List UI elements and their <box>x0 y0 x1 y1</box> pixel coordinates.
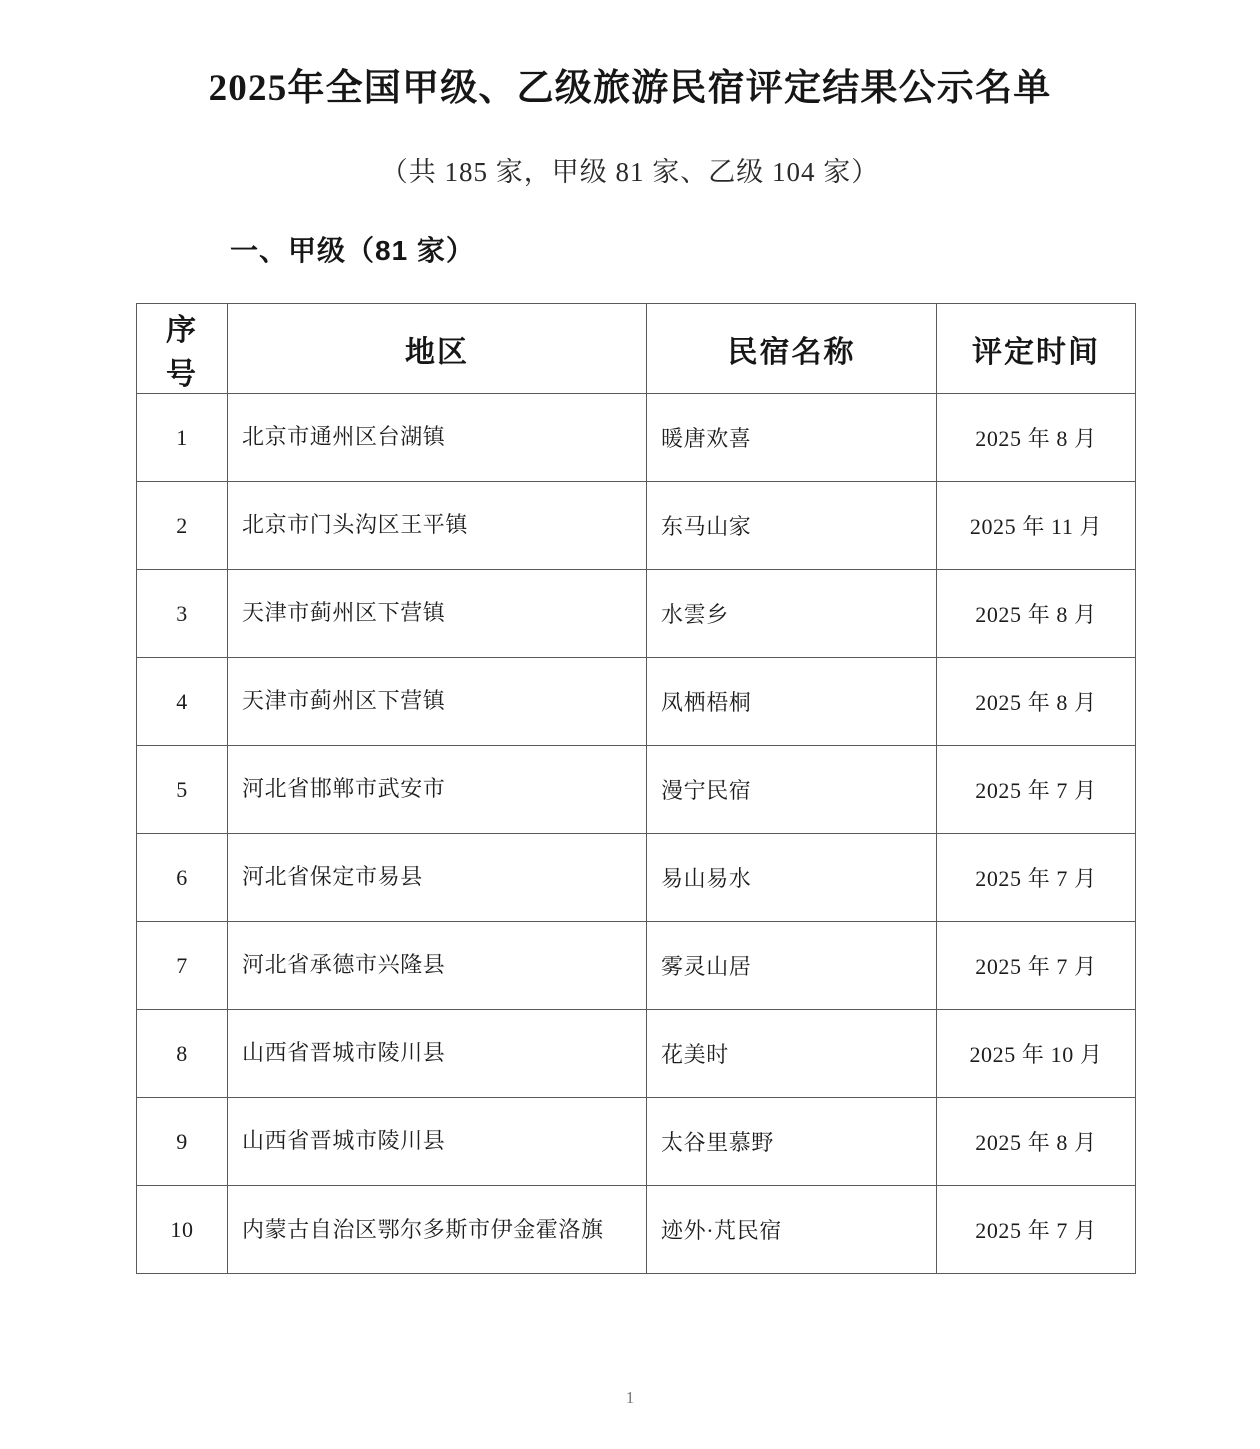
cell-index: 6 <box>137 834 228 922</box>
cell-date: 2025 年 8 月 <box>937 1098 1136 1186</box>
cell-date: 2025 年 8 月 <box>937 570 1136 658</box>
column-header-index: 序号 <box>137 304 228 394</box>
cell-region: 山西省晋城市陵川县 <box>228 1098 647 1186</box>
cell-index: 10 <box>137 1186 228 1274</box>
table-row <box>137 658 1136 746</box>
cell-index: 2 <box>137 482 228 570</box>
page-number: 1 <box>625 1388 635 1407</box>
cell-region: 山西省晋城市陵川县 <box>228 1010 647 1098</box>
cell-name: 易山易水 <box>647 834 937 922</box>
homestay-listing-table <box>136 303 1136 1274</box>
table-row <box>137 922 1136 1010</box>
cell-date: 2025 年 8 月 <box>937 394 1136 482</box>
cell-name: 太谷里慕野 <box>647 1098 937 1186</box>
cell-name: 暖唐欢喜 <box>647 394 937 482</box>
table-row <box>137 1010 1136 1098</box>
cell-region: 河北省承德市兴隆县 <box>228 922 647 1010</box>
listing-table-container <box>136 303 1135 1274</box>
cell-name: 水雲乡 <box>647 570 937 658</box>
table-header <box>137 304 1136 394</box>
table-row <box>137 482 1136 570</box>
cell-index: 7 <box>137 922 228 1010</box>
table-row <box>137 1186 1136 1274</box>
cell-index: 8 <box>137 1010 228 1098</box>
cell-name: 东马山家 <box>647 482 937 570</box>
column-header-date: 评定时间 <box>937 304 1136 394</box>
cell-index: 1 <box>137 394 228 482</box>
document-subtitle: （共 185 家，甲级 81 家、乙级 104 家） <box>380 157 880 188</box>
cell-name: 雾灵山居 <box>647 922 937 1010</box>
cell-region: 北京市门头沟区王平镇 <box>228 482 647 570</box>
cell-date: 2025 年 7 月 <box>937 922 1136 1010</box>
cell-region: 河北省邯郸市武安市 <box>228 746 647 834</box>
cell-date: 2025 年 10 月 <box>937 1010 1136 1098</box>
cell-date: 2025 年 8 月 <box>937 658 1136 746</box>
cell-name: 迹外·芃民宿 <box>647 1186 937 1274</box>
cell-index: 4 <box>137 658 228 746</box>
cell-date: 2025 年 11 月 <box>937 482 1136 570</box>
table-row <box>137 570 1136 658</box>
cell-index: 5 <box>137 746 228 834</box>
table-row <box>137 1098 1136 1186</box>
cell-region: 天津市蓟州区下营镇 <box>228 570 647 658</box>
cell-date: 2025 年 7 月 <box>937 834 1136 922</box>
table-row <box>137 394 1136 482</box>
column-header-region: 地区 <box>228 304 647 394</box>
cell-name: 凤栖梧桐 <box>647 658 937 746</box>
cell-index: 9 <box>137 1098 228 1186</box>
table-row <box>137 746 1136 834</box>
table-header-row <box>137 304 1136 394</box>
table-row <box>137 834 1136 922</box>
cell-region: 河北省保定市易县 <box>228 834 647 922</box>
cell-name: 花美时 <box>647 1010 937 1098</box>
cell-region: 天津市蓟州区下营镇 <box>228 658 647 746</box>
cell-region: 北京市通州区台湖镇 <box>228 394 647 482</box>
table-body <box>137 394 1136 1274</box>
cell-date: 2025 年 7 月 <box>937 1186 1136 1274</box>
cell-region: 内蒙古自治区鄂尔多斯市伊金霍洛旗 <box>228 1186 647 1274</box>
column-header-name: 民宿名称 <box>647 304 937 394</box>
cell-date: 2025 年 7 月 <box>937 746 1136 834</box>
cell-index: 3 <box>137 570 228 658</box>
section-heading-jiaji: 一、甲级（81 家） <box>230 235 475 267</box>
cell-name: 漫宁民宿 <box>647 746 937 834</box>
page-title: 2025年全国甲级、乙级旅游民宿评定结果公示名单 <box>208 68 1052 109</box>
